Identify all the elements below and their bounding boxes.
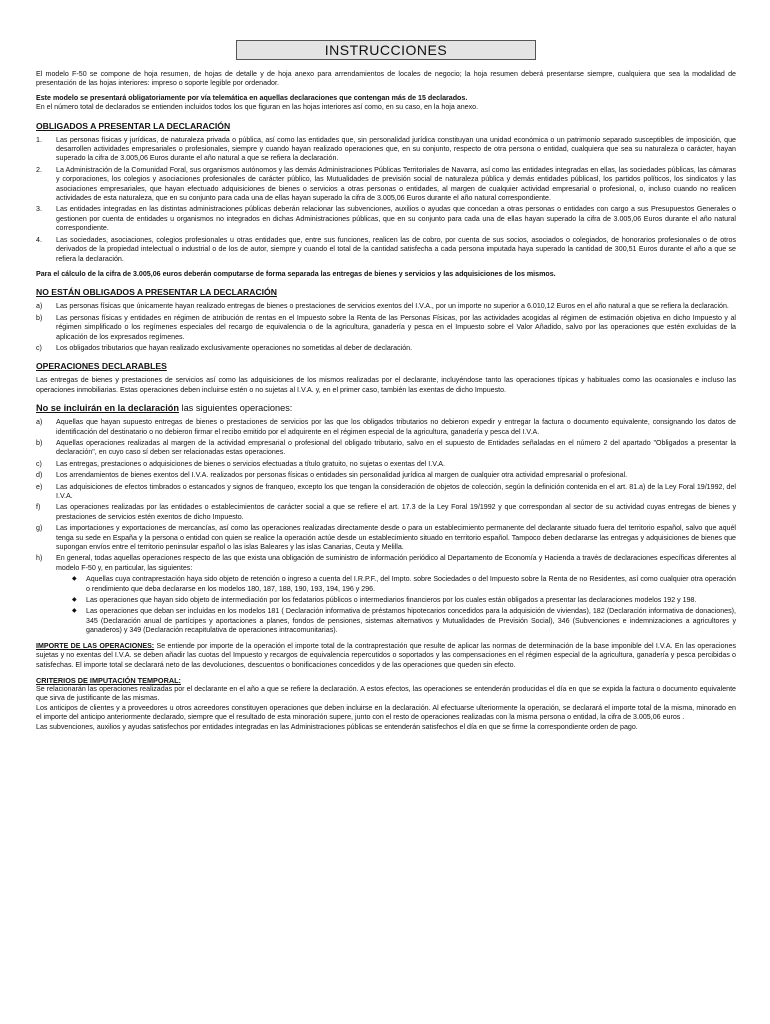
list-marker: a) bbox=[36, 418, 43, 427]
intro-bold-paragraph: Este modelo se presentará obligatoriamente por vía telemática en aquellas declaraciones que contengan más de 15 declarados. bbox=[36, 93, 468, 102]
list-text: Las entidades integradas en las distintas administraciones públicas deberán relacionar las subvenciones, auxilios o ayudas que concedan a otras personas o entidades con cargo a sus Presupuestos Generales o gestionen por cuenta de entidades u organismos no integrados en dichas Administraciones públicas, que en su conjunto para cada una de ellas hayan superado la cifra de 3.005,06 Euros durante el año natural correspondiente. bbox=[56, 205, 736, 233]
list-item bbox=[36, 460, 736, 469]
criterios-p1: Se relacionarán las operaciones realizadas por el declarante en el año a que se refiere la declaración. A estos efectos, las operaciones se entenderán producidas el día en que se expida la factura o documento equivalente que sirva de justificante de las mismas. bbox=[36, 684, 736, 703]
no-obligados-heading: NO ESTÁN OBLIGADOS A PRESENTAR LA DECLARACIÓN bbox=[36, 287, 277, 298]
diamond-bullet-icon: ◆ bbox=[72, 608, 77, 615]
list-marker: f) bbox=[36, 503, 41, 512]
no-incluir-list bbox=[36, 418, 736, 636]
list-item bbox=[36, 439, 736, 458]
list-marker: 3. bbox=[36, 205, 42, 214]
list-text: Aquellas que hayan supuesto entregas de bienes o prestaciones de servicios por las que los obligados tributarios no debieron expedir y entregar la factura o documento equivalente, consignando los datos de identificación del destinatario o no debieron firmar el recibo emitido por el adquirente en el régimen especial de la agricultura, ganadería y pesca del I.V.A. bbox=[56, 418, 736, 436]
criterios-heading: CRITERIOS DE IMPUTACIÓN TEMPORAL: bbox=[36, 675, 181, 685]
list-text: En general, todas aquellas operaciones respecto de las que exista una obligación de suministro de información periódico al Departamento de Economía y Hacienda a través de declaraciones específicas diferentes al modelo F-50 y, en particular, las siguientes: bbox=[56, 554, 736, 572]
criterios-p3: Las subvenciones, auxilios y ayudas satisfechos por entidades integradas en las Administraciones públicas se entenderán satisfechos el día en que se firme la correspondiente orden de pago. bbox=[36, 722, 638, 731]
list-text: Las entregas, prestaciones o adquisiciones de bienes o servicios efectuadas a título gratuito, no sujetas o exentas del I.V.A. bbox=[56, 459, 445, 468]
no-obligados-list bbox=[36, 302, 736, 353]
intro-paragraph: El modelo F-50 se compone de hoja resumen, de hojas de detalle y de hoja anexo para arrendamientos de locales de negocio; la hoja resumen deberá presentarse siempre, cualquiera que sea la modalidad de presentación de las hojas interiores: impreso o soporte legible por ordenador. bbox=[36, 70, 736, 88]
list-text: Las sociedades, asociaciones, colegios profesionales u otras entidades que, entre sus funciones, realicen las de cobro, por cuenta de sus socios, asociados o colegiados, de honorarios profesionales o de otros derivados de la propiedad intelectual o industrial o de los de autor, siempre y cuando el total de la cantidad satisfecha a cada persona imputada haya superado la cantidad de 300,51 Euros durante el año a que se refiera la declaración. bbox=[56, 235, 736, 263]
list-text: Las importaciones y exportaciones de mercancías, así como las operaciones realizadas directamente desde o para un establecimiento permanente del declarante situado fuera del territorio español, salvo que aquél tenga su sede en España y la persona o entidad con quien se realice la operación actúe desde un establecimiento situado en territorio español. Tampoco deben declararse las entregas y adquisiciones de bienes que supongan envíos entre el territorio peninsular español o las islas Baleares y las islas Canarias, Ceuta y Melilla. bbox=[56, 524, 736, 552]
list-text: Las operaciones realizadas por las entidades o establecimientos de carácter social a que se refiere el art. 17.3 de la Ley Foral 19/1992 y que correspondan al sector de su actividad cuyas entregas de bienes y prestaciones de servicios estén exentos de dicho Impuesto. bbox=[56, 503, 736, 521]
diamond-bullet-icon: ◆ bbox=[72, 576, 77, 583]
sub-list bbox=[56, 575, 736, 635]
criterios-p2: Los anticipos de clientes y a proveedores u otros acreedores constituyen operaciones que deben incluirse en la declaración. Al efectuarse ulteriormente la operación, se declarará el importe total de la misma, minorado en el importe del anticipo anteriormente declarado, siempre que el resultado de esta minoración supere, junto con el resto de operaciones realizadas con la misma persona o entidad, la cifra de 3.005,06 euros . bbox=[36, 703, 736, 722]
sub-list-text: Las operaciones que deban ser incluidas en los modelos 181 ( Declaración informativa de préstamos hipotecarios concedidos para la adquisición de viviendas), 182 (Declaración informativa de donaciones), 345 (Declaración anual de partícipes y aportaciones a planes, fondos de pensiones, sistemas alternativos y Mutualidades de Previsión Social), 346 (Subvenciones e indemnizaciones a agricultores y ganaderos) y 349 (Declaración recapitulativa de operaciones intracomunitarias). bbox=[86, 607, 736, 635]
list-item bbox=[36, 314, 736, 342]
sub-list-text: Aquellas cuya contraprestación haya sido objeto de retención o ingreso a cuenta del I.R.P.F., del Impto. sobre Sociedades o del Impuesto sobre la Renta de no Residentes, así como cualquier otra operación o rendimiento que deba declararse en los modelos 180, 187, 188, 190, 193, 194, 196 y 296. bbox=[86, 575, 736, 593]
no-incluir-heading bbox=[36, 403, 736, 413]
sub-list-item bbox=[56, 575, 736, 594]
list-item bbox=[36, 471, 736, 480]
sub-list-item bbox=[56, 596, 736, 605]
list-marker: b) bbox=[36, 313, 43, 322]
sub-list-item bbox=[56, 607, 736, 635]
obligados-note: Para el cálculo de la cifra de 3.005,06 euros deberán computarse de forma separada las entregas de bienes y servicios y las adquisiciones de los mismos. bbox=[36, 269, 556, 278]
list-text: Los arrendamientos de bienes exentos del I.V.A. realizados por personas físicas o entidades sin personalidad jurídica al margen de cualquier otra actividad empresarial o profesional. bbox=[56, 471, 628, 480]
list-item bbox=[36, 418, 736, 437]
list-text: Los obligados tributarios que hayan realizado exclusivamente operaciones no sometidas al deber de declaración. bbox=[56, 343, 413, 352]
list-text: Las personas físicas y entidades en régimen de atribución de rentas en el Impuesto sobre la Renta de las Personas Físicas, por las actividades acogidas al régimen de estimación objetiva en dicho Impuesto y al régimen simplificado o los regímenes especiales del recargo de equivalencia o de la agricultura, ganadería y pesca en el Impuesto sobre el Valor Añadido, salvo por las operaciones que estén excluidas de la aplicación de los expresados regímenes. bbox=[56, 313, 736, 341]
list-item bbox=[36, 136, 736, 164]
list-item bbox=[36, 302, 736, 311]
list-marker: 4. bbox=[36, 235, 42, 244]
list-item bbox=[36, 205, 736, 233]
operaciones-heading: OPERACIONES DECLARABLES bbox=[36, 361, 167, 372]
list-marker: d) bbox=[36, 471, 43, 480]
list-marker: c) bbox=[36, 459, 42, 468]
list-item bbox=[36, 166, 736, 204]
list-marker: g) bbox=[36, 524, 43, 533]
obligados-heading: OBLIGADOS A PRESENTAR LA DECLARACIÓN bbox=[36, 120, 231, 131]
list-text: Las personas físicas y jurídicas, de naturaleza privada o pública, así como las entidades que, sin personalidad jurídica constituyan una unidad económica o un patrimonio separado susceptibles de imposición, que desarrollen actividades empresariales o profesionales, siempre y cuando hayan realizado operaciones que, en su conjunto, respecto de otra persona o entidad, cualquiera que sea su naturaleza o carácter, hayan superado la cifra de 3.005,06 Euros durante el año natural a que se refiera la declaración. bbox=[56, 135, 736, 163]
list-marker: b) bbox=[36, 438, 43, 447]
list-item bbox=[36, 503, 736, 522]
obligados-list bbox=[36, 136, 736, 264]
list-marker: c) bbox=[36, 343, 42, 352]
list-item bbox=[36, 483, 736, 502]
no-incluir-heading-rest: las siguientes operaciones: bbox=[178, 403, 293, 414]
list-text: La Administración de la Comunidad Foral, sus organismos autónomos y las demás Administraciones Públicas Territoriales de Navarra, así como las entidades integradas en ellas, las sociedades públicas, las cámaras y corporaciones, los colegios y asociaciones profesionales de carácter público, las Mutualidades de previsión social de naturaleza pública y demás entidades públicasl, los partidos políticos, los sindicatos y las asociaciones empresariales, que hayan efectuado adquisiciones de bienes o servicios a otras personas o entidades, al margen de cualquier actividad empresarial o profesional, o, incluso cuando no realicen actividades de esta naturaleza, que en su conjunto para cada una de ellas hayan superado la cifra de 3.005,06 Euros durante el año natural correspondiente. bbox=[56, 165, 736, 203]
diamond-bullet-icon: ◆ bbox=[72, 597, 77, 604]
page-title: INSTRUCCIONES bbox=[236, 40, 536, 60]
list-marker: 2. bbox=[36, 165, 42, 174]
importe-paragraph bbox=[36, 642, 736, 670]
list-item bbox=[36, 554, 736, 635]
importe-text: Se entiende por importe de la operación el importe total de la contraprestación que resulte de aplicar las normas de determinación de la base imponible del I.V.A. En las operaciones sujetas y no exentas del I.V.A. se deben añadir las cuotas del Impuesto y recargos de equivalencia repercutidos o soportados y las compensaciones en el régimen especial de la agricultura, ganadería y pesca percibidas o satisfechas. El importe total se declarará neto de las devoluciones, descuentos o bonificaciones concedidos y de las operaciones que queden sin efecto. bbox=[36, 641, 736, 669]
list-marker: 1. bbox=[36, 135, 42, 144]
intro-note: En el número total de declarados se entienden incluidos todos los que figuran en las hojas interiores así como, en su caso, en la hoja anexo. bbox=[36, 103, 479, 112]
importe-label: IMPORTE DE LAS OPERACIONES: bbox=[36, 641, 155, 650]
operaciones-text: Las entregas de bienes y prestaciones de servicios así como las adquisiciones de los mismos realizadas por el declarante, incluyéndose tanto las operaciones típicas y habituales como las ocasionales e incluso las operaciones inmobiliarias. Estas operaciones deben incluirse estén o no sujetas al I.V.A. y, en el primer caso, también las exentas de dicho Impuesto. bbox=[36, 376, 736, 394]
no-incluir-heading-bold: No se incluirán en la declaración bbox=[36, 403, 179, 414]
list-item bbox=[36, 236, 736, 264]
list-text: Las personas físicas que únicamente hayan realizado entregas de bienes o prestaciones de servicios exentos del I.V.A., por un importe no superior a 6.010,12 Euros en el año natural a que se refiera la declaración. bbox=[56, 302, 729, 311]
list-marker: h) bbox=[36, 554, 43, 563]
list-marker: e) bbox=[36, 482, 43, 491]
list-marker: a) bbox=[36, 302, 43, 311]
list-text: Las adquisiciones de efectos timbrados o estancados y signos de franqueo, excepto los que tengan la consideración de objetos de colección, según la definición contenida en el art. 81.a) de la Ley Foral 19/1992, del I.V.A. bbox=[56, 482, 736, 500]
list-item bbox=[36, 524, 736, 552]
list-item bbox=[36, 344, 736, 353]
instructions-page bbox=[36, 40, 736, 732]
sub-list-text: Las operaciones que hayan sido objeto de intermediación por los fedatarios públicos o intermediarios financieros por los cuales están obligados a presentar las declaraciones modelos 192 y 198. bbox=[86, 596, 697, 605]
list-text: Aquellas operaciones realizadas al margen de la actividad empresarial o profesional del obligado tributario, salvo en el supuesto de Entidades señaladas en el número 2 del apartado "Obligados a presentar la declaración", en cuyo caso sí deben ser relacionadas estas operaciones. bbox=[56, 438, 736, 457]
